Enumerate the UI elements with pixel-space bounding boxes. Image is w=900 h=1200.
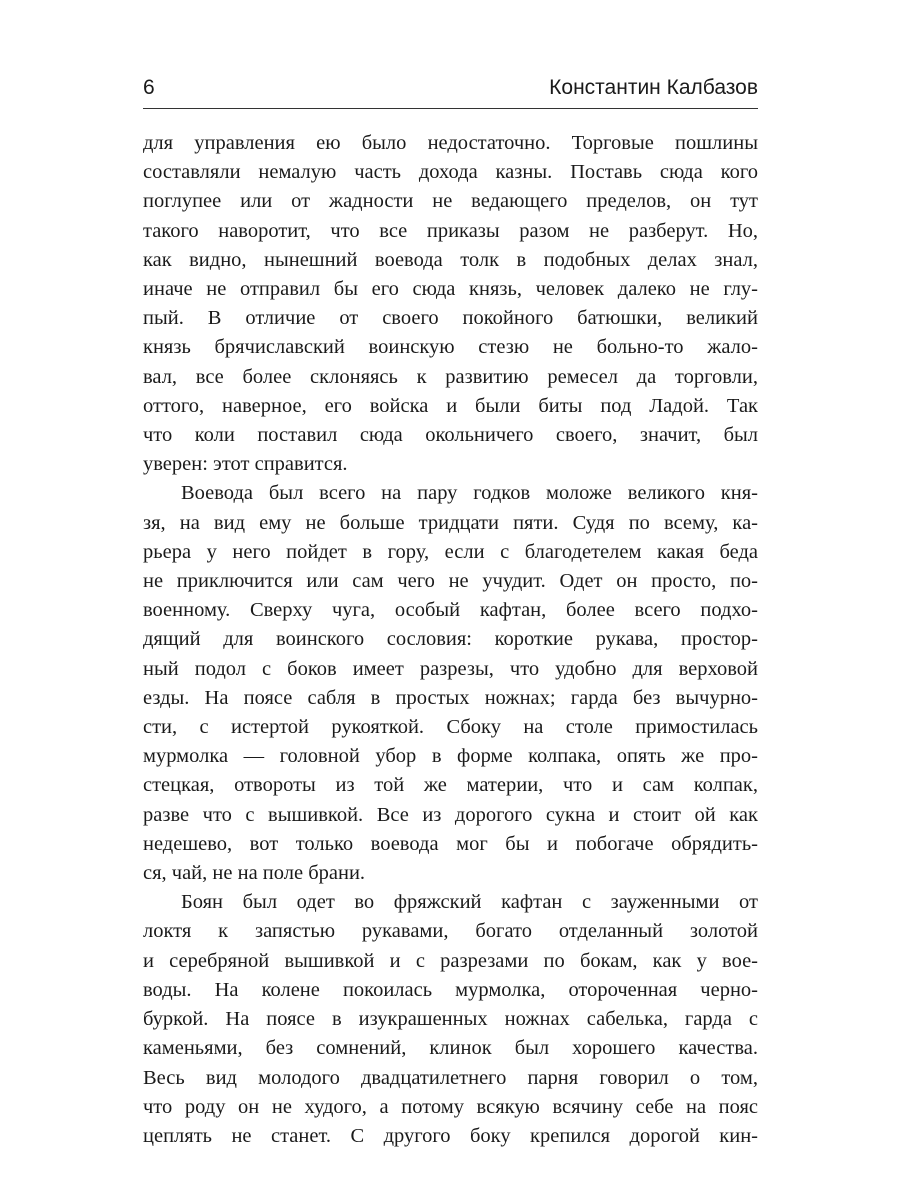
text-line: иначе не отправил бы его сюда князь, человек далеко не глу- — [143, 278, 758, 301]
paragraph — [143, 129, 758, 479]
text-line: мурмолка — головной убор в форме колпака, опять же про- — [143, 745, 758, 768]
text-line: что роду он не худого, а потому всякую всячину себе на пояс — [143, 1095, 758, 1118]
text-line: не приключится или сам чего не учудит. Одет он просто, по- — [143, 570, 758, 593]
text-line: князь брячиславский воинскую стезю не больно-то жало- — [143, 336, 758, 359]
text-line: для управления ею было недостаточно. Торговые пошлины — [143, 132, 758, 154]
text-line: пый. В отличие от своего покойного батюшки, великий — [143, 307, 758, 330]
text-line: ся, чай, не на поле брани. — [143, 862, 366, 885]
body-text — [143, 129, 758, 1151]
text-line: что коли поставил сюда окольничего своего, значит, был — [143, 424, 758, 447]
running-header-author: Константин Калбазов — [549, 76, 758, 99]
text-line: уверен: этот справится. — [143, 453, 348, 476]
text-line: стецкая, отвороты из той же материи, что и сам колпак, — [143, 774, 758, 797]
text-line: оттого, наверное, его войска и были биты под Ладой. Так — [143, 394, 758, 417]
text-line: ный подол с боков имеет разрезы, что удобно для верховой — [143, 657, 758, 680]
text-line: недешево, вот только воевода мог бы и побогаче обрядить- — [143, 832, 758, 855]
paragraph — [143, 888, 758, 1151]
book-page — [143, 74, 758, 1151]
text-line: воды. На колене покоилась мурмолка, отороченная черно- — [143, 978, 758, 1001]
text-line: сти, с истертой рукояткой. Сбоку на столе примостилась — [143, 716, 758, 739]
text-line: локтя к запястью рукавами, богато отделанный золотой — [143, 920, 758, 943]
text-line: составляли немалую часть дохода казны. Поставь сюда кого — [143, 161, 758, 184]
page-number: 6 — [143, 76, 156, 99]
text-line: разве что с вышивкой. Все из дорогого сукна и стоит ой как — [143, 803, 758, 826]
paragraph — [143, 479, 758, 888]
text-line: вал, все более склоняясь к развитию ремесел да торговли, — [143, 365, 758, 388]
text-line: военному. Сверху чуга, особый кафтан, более всего подхо- — [143, 599, 758, 622]
text-line: Весь вид молодого двадцатилетнего парня говорил о том, — [143, 1066, 758, 1089]
text-line: цеплять не станет. С другого боку крепился дорогой кин- — [143, 1124, 758, 1147]
text-line: рьера у него пойдет в гору, если с благодетелем какая беда — [143, 540, 758, 563]
text-line: буркой. На поясе в изукрашенных ножнах сабелька, гарда с — [143, 1008, 758, 1031]
text-line: дящий для воинского сословия: короткие рукава, простор- — [143, 628, 758, 651]
running-header — [143, 74, 758, 109]
text-line: каменьями, без сомнений, клинок был хорошего качества. — [143, 1037, 758, 1060]
text-line: поглупее или от жадности не ведающего пределов, он тут — [143, 190, 758, 213]
text-line: Воевода был всего на пару годков моложе великого кня- — [181, 482, 758, 505]
text-line: езды. На поясе сабля в простых ножнах; гарда без вычурно- — [143, 686, 758, 709]
text-line: Боян был одет во фряжский кафтан с зауженными от — [181, 891, 758, 914]
text-line: такого наворотит, что все приказы разом не разберут. Но, — [143, 219, 758, 242]
text-line: как видно, нынешний воевода толк в подобных делах знал, — [143, 248, 758, 271]
text-line: и серебряной вышивкой и с разрезами по бокам, как у вое- — [143, 949, 758, 972]
text-line: зя, на вид ему не больше тридцати пяти. Судя по всему, ка- — [143, 511, 758, 534]
